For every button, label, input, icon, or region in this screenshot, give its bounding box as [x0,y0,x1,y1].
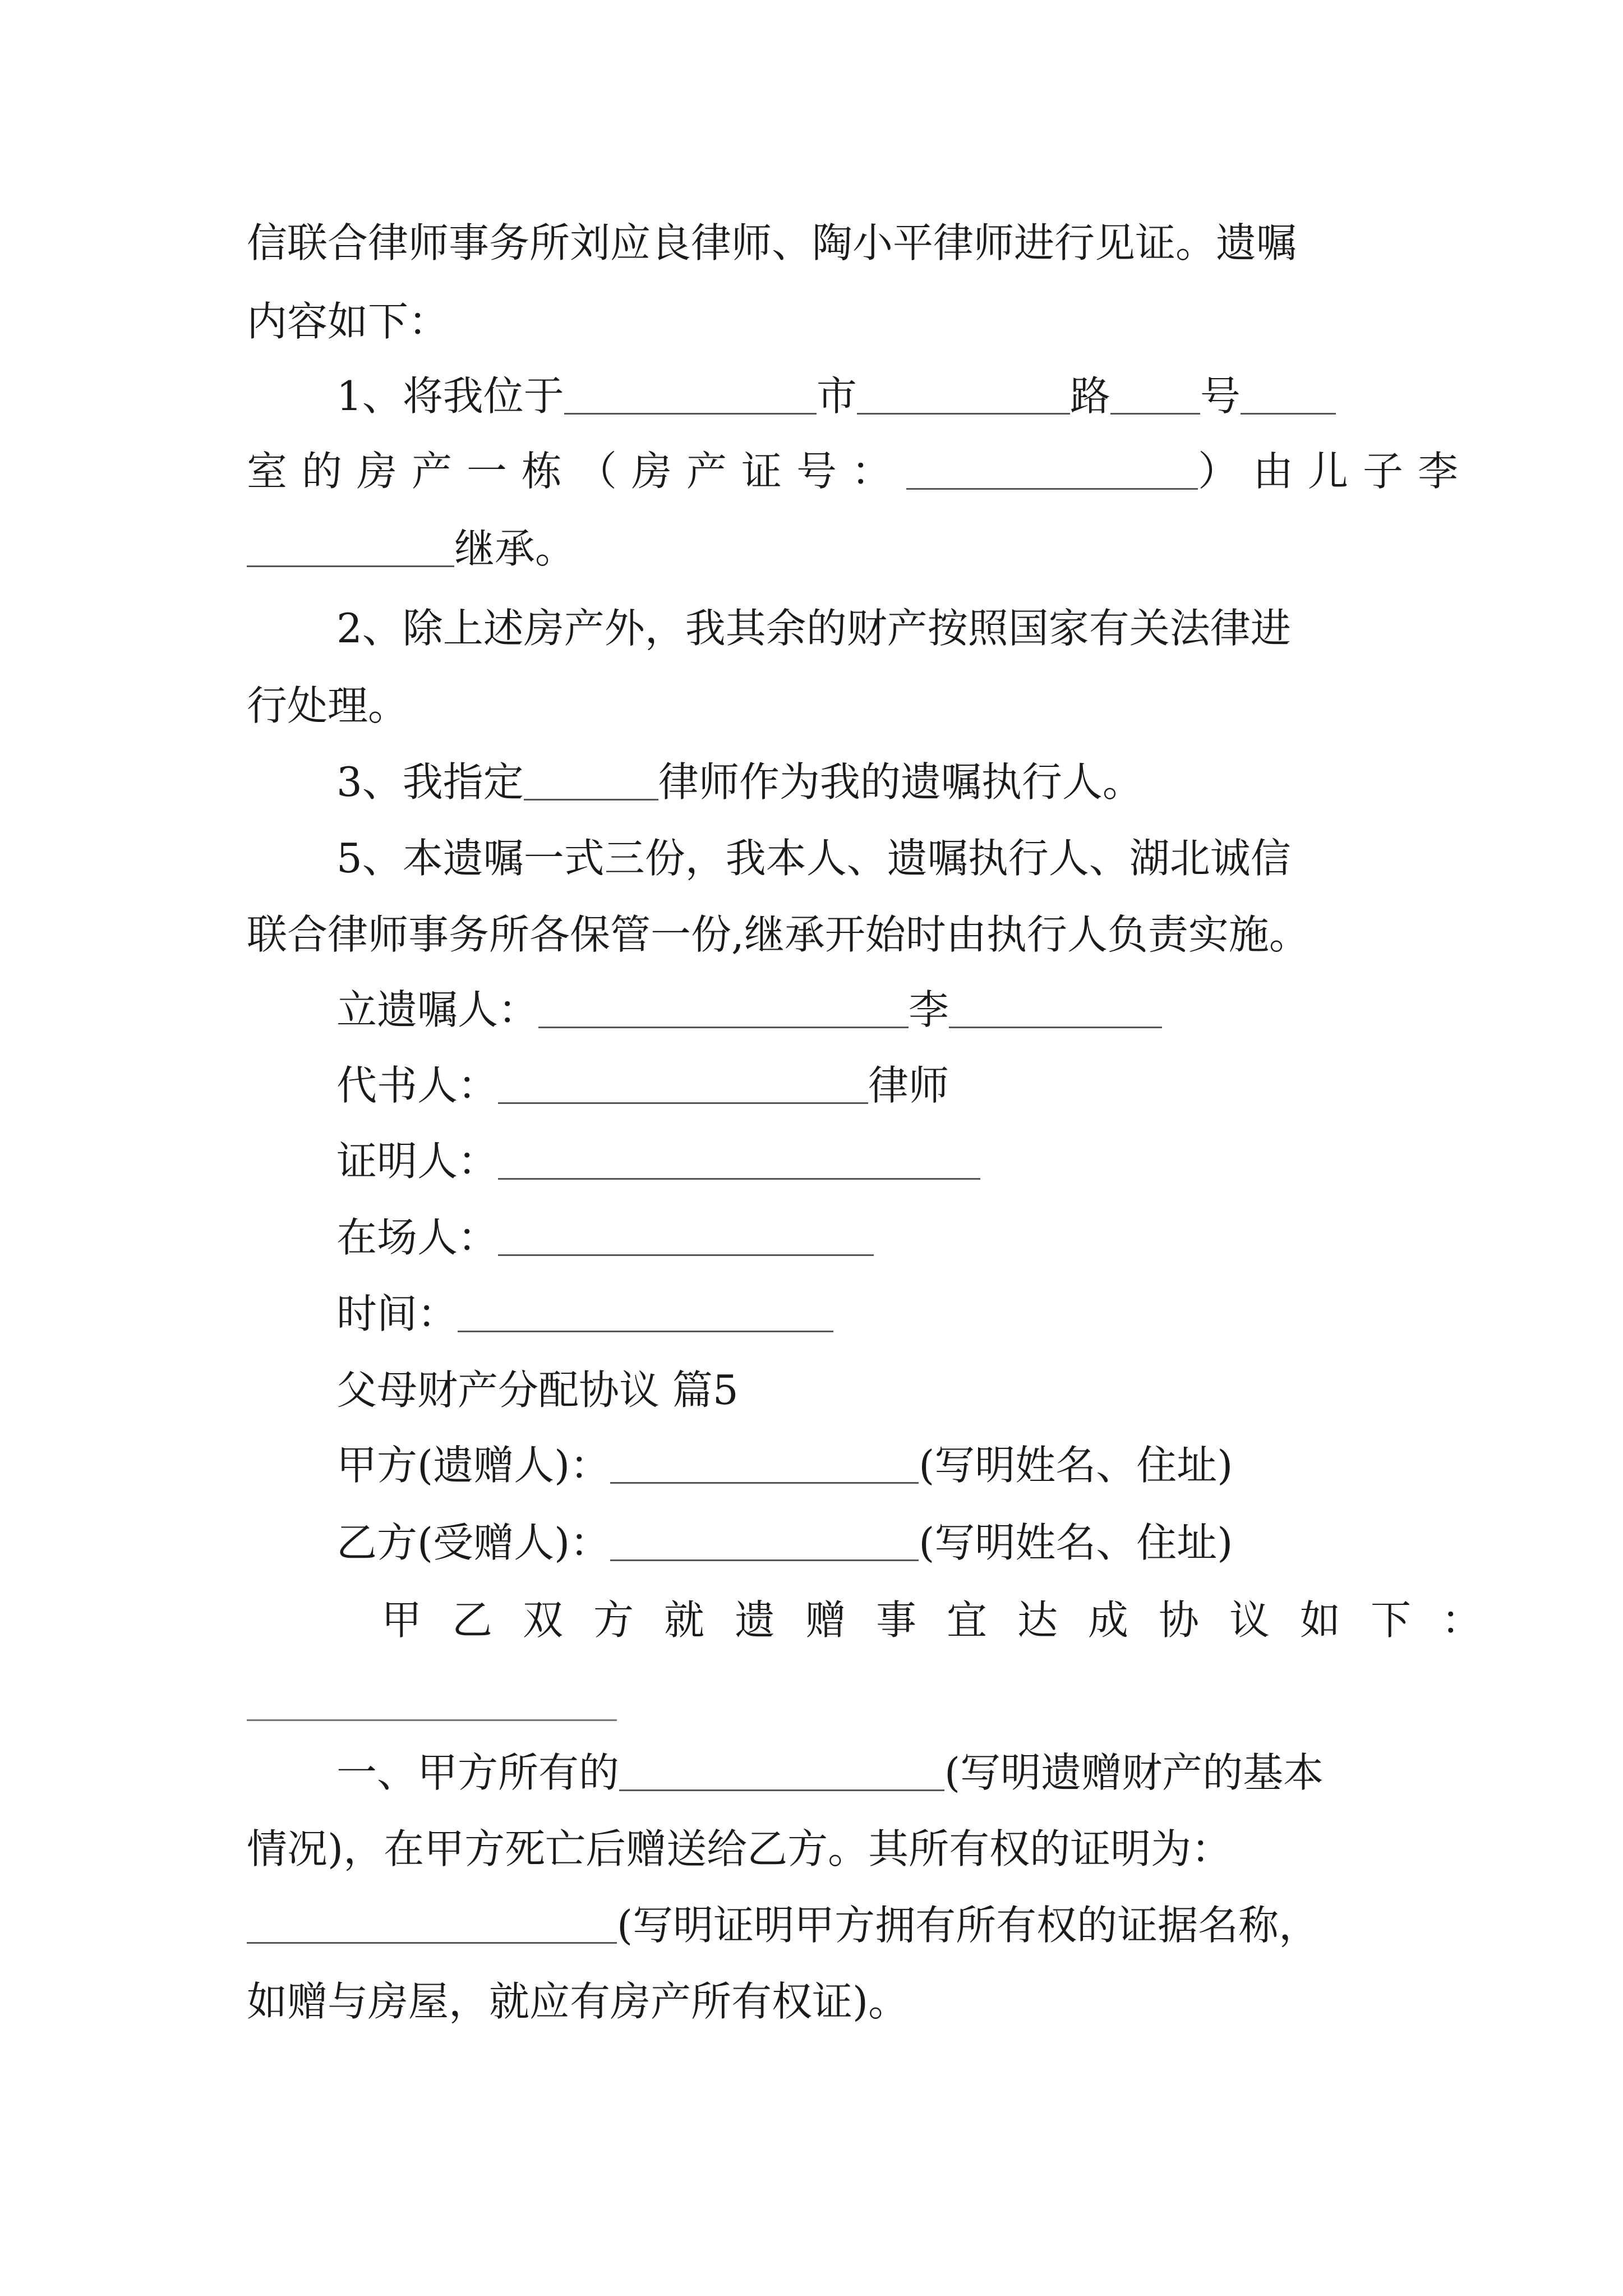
road-blank [857,372,1070,415]
witness-label: 证明人： [336,1138,499,1185]
clause1-text-b: (写明遗赠财产的基本 [944,1749,1324,1796]
item3-text-b: 律师作为我的遗嘱执行人。 [658,758,1143,806]
clause1-line4: 如赠与房屋，就应有房产所有权证)。 [247,1978,909,2025]
item1-text-e: 室的房产一栋（房产证号： [247,448,907,495]
item1-line2 [247,432,1473,510]
executor-blank [524,758,658,800]
son-name-blank [247,525,454,567]
item1-line3 [247,509,1380,588]
party-a-line [336,1426,1380,1504]
time-label: 时间： [336,1290,458,1337]
certificate-number-blank [906,448,1198,490]
party-b-blank [610,1519,919,1561]
present-label: 在场人： [336,1214,499,1261]
party-b-note: (写明姓名、住址) [919,1519,1233,1566]
item1-text-d: 号 [1200,372,1241,420]
item1-line1 [336,357,1380,435]
item1-text-f: ）由儿子李 [1198,448,1473,495]
scribe-label: 代书人： [336,1062,499,1109]
scribe-blank [498,1062,868,1104]
section-title: 父母财产分配协议 篇5 [336,1366,739,1414]
witness-line [336,1122,1380,1200]
time-blank [458,1290,833,1332]
city-blank [564,372,817,415]
testator-label: 立遗嘱人： [336,986,539,1033]
clause1-text-a: 一、甲方所有的 [336,1749,620,1796]
clause1-line2: 情况)，在甲方死亡后赠送给乙方。其所有权的证明为： [247,1825,1232,1872]
ownership-proof-blank [247,1902,617,1944]
item3-line [336,743,1380,821]
witness-blank [498,1138,980,1180]
scribe-line [336,1046,1380,1125]
party-a-note: (写明姓名、住址) [919,1442,1233,1489]
testator-blank [538,986,909,1028]
item5-line1: 5、本遗嘱一式三份，我本人、遗嘱执行人、湖北诚信 [336,835,1291,882]
room-blank [1241,372,1336,415]
agreement-intro-blank [247,1719,617,1721]
item1-text-b: 市 [816,372,857,420]
time-line [336,1274,1380,1353]
party-b-line [336,1503,1380,1582]
item1-text-a: 1、将我位于 [336,372,564,420]
testator-line [336,970,1380,1049]
item1-text-g: 继承。 [454,525,576,572]
testator-mid: 李 [909,986,949,1033]
item2-line2: 行处理。 [247,682,409,729]
scribe-suffix: 律师 [868,1062,949,1109]
property-blank [619,1749,944,1791]
paragraph-intro-line2: 内容如下： [247,298,449,345]
agreement-intro: 甲乙双方就遗赠事宜达成协议如下： [381,1596,1513,1644]
party-b-label: 乙方(受赠人)： [336,1519,611,1566]
present-blank [498,1214,874,1256]
item5-line2: 联合律师事务所各保管一份,继承开始时由执行人负责实施。 [247,911,1310,958]
number-blank [1110,372,1200,415]
party-a-blank [610,1442,919,1484]
paragraph-intro-line1: 信联合律师事务所刘应良律师、陶小平律师进行见证。遗嘱 [247,219,1297,266]
item1-text-c: 路 [1069,372,1110,420]
item2-line1: 2、除上述房产外，我其余的财产按照国家有关法律进 [336,605,1291,652]
item3-text-a: 3、我指定 [336,758,524,806]
testator-name-blank [949,986,1162,1028]
clause1-line1 [336,1733,1380,1812]
clause1-text-c: (写明证明甲方拥有所有权的证据名称， [617,1902,1320,1949]
present-line [336,1198,1380,1277]
clause1-line3 [247,1886,1380,1964]
party-a-label: 甲方(遗赠人)： [336,1442,611,1489]
